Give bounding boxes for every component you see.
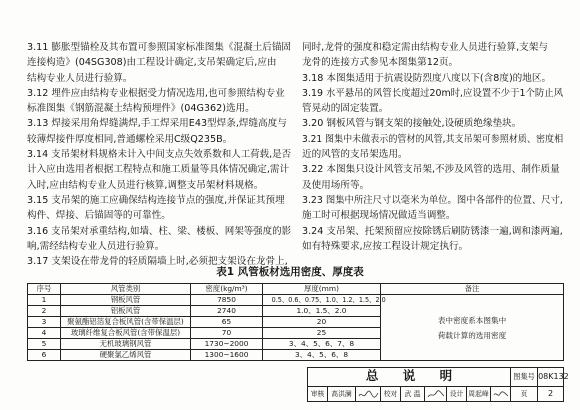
cell-thickness <box>263 317 381 328</box>
duct-material-table <box>27 283 564 361</box>
designer-name: 周起峰 <box>468 390 489 398</box>
cell-text: 2 <box>41 306 47 315</box>
note-3-13 <box>27 116 291 147</box>
note-3-17-continued <box>302 40 563 71</box>
cell-text: 5 <box>41 339 47 348</box>
cell-density <box>191 350 263 361</box>
cell-text: 硬聚氯乙烯风管 <box>99 350 152 359</box>
cell-text: 3、4、5、6、7、8 <box>288 339 355 348</box>
note-line: 3.17 支架设在带龙骨的轻质隔墙上时,必须把支架设在龙骨上, <box>27 256 288 268</box>
note-line: 3.21 图集中未做表示的管材的风管,其支吊架可参照材质、密度相 <box>302 133 564 145</box>
note-line: 近的风管的支吊架选用。 <box>302 149 408 161</box>
cell-duct-type <box>61 295 191 306</box>
cell-duct-type <box>61 317 191 328</box>
note-3-11 <box>27 40 291 86</box>
note-line: 计入应由选用者根据工程特点和施工质量等具体情况确定,需计 <box>27 164 290 176</box>
cell-no <box>28 328 61 339</box>
header-cell-duct-type <box>61 284 191 295</box>
cell-text: 钢板风管 <box>110 295 141 304</box>
atlas-number-label: 图集号 <box>513 372 535 381</box>
cell-density <box>191 317 263 328</box>
cell-thickness <box>263 328 381 339</box>
note-3-18 <box>302 71 563 86</box>
note-line: 施工时可根据现场情况做适当调整。 <box>302 210 456 222</box>
note-line: 同时,龙骨的强度和稳定需由结构专业人员进行验算,支架与 <box>302 42 548 53</box>
checker-name: 武 温 <box>404 390 421 398</box>
cell-duct-type <box>61 350 191 361</box>
check-label: 校对 <box>383 390 398 398</box>
table-title: 表1 风管板材选用密度、厚度表 <box>216 266 364 278</box>
note-line: 3.23 图集中所注尺寸以毫米为单位。图中各部件的位置、尺寸, <box>302 194 563 206</box>
sheet-title: 总 说 明 <box>365 368 463 383</box>
cell-thickness <box>263 295 386 306</box>
cell-text: 聚氨酯铝箔复合板风管(含带保温层) <box>67 317 184 326</box>
notes-right-column <box>302 40 563 254</box>
cell-text: 70 <box>221 328 232 337</box>
checker-signature <box>426 389 446 400</box>
design-label-cell <box>447 387 467 402</box>
review-label-cell <box>308 387 328 402</box>
note-3-14 <box>27 147 291 193</box>
header-label: 备注 <box>464 284 480 293</box>
cell-duct-type <box>61 339 191 350</box>
page-label-cell <box>511 387 538 402</box>
header-label: 序号 <box>36 284 52 293</box>
title-block <box>307 367 569 402</box>
cell-text: 玻璃纤维复合板风管(含带保温层) <box>70 328 181 337</box>
note-3-21 <box>302 132 563 163</box>
note-line: 3.12 埋件应由结构专业根据受力情况选用,也可参照结构专业 <box>27 87 285 99</box>
note-line: 3.22 本图集只设计风管支吊架,不涉及风管的选用、制作质量 <box>302 164 560 176</box>
cell-density <box>191 339 263 350</box>
note-line: 龙骨的连接方式参见本图集第12页。 <box>302 57 459 69</box>
atlas-number-cell <box>538 368 569 387</box>
note-3-24 <box>302 224 563 255</box>
cell-duct-type <box>61 328 191 339</box>
cell-text: 2740 <box>217 306 236 315</box>
designer-signature-cell <box>491 387 511 402</box>
designer-cell <box>467 387 491 402</box>
checker-cell <box>401 387 425 402</box>
reviewer-cell <box>328 387 356 402</box>
cell-duct-type <box>61 306 191 317</box>
cell-text: 25 <box>316 328 327 337</box>
cell-thickness <box>263 339 381 350</box>
design-label: 设计 <box>449 390 464 398</box>
note-line: 构件、焊接、后锚固等的可靠性。 <box>27 210 171 222</box>
remark-line: 荷载计算的选用密度 <box>437 330 507 340</box>
note-3-20 <box>302 116 563 131</box>
cell-text: 6 <box>41 350 47 359</box>
note-line: 入时,应由结构专业人员进行核算,调整支吊架材料规格。 <box>27 179 264 191</box>
header-cell-remark <box>381 284 564 295</box>
note-line: 3.18 本图集适用于抗震设防烈度八度以下(含8度)的地区。 <box>302 72 552 84</box>
note-line: 较薄焊接件厚度相同,普通螺栓采用C级Q235B。 <box>27 133 233 145</box>
checker-signature-cell <box>425 387 447 402</box>
page-label: 页 <box>520 390 528 398</box>
note-3-15 <box>27 193 291 224</box>
cell-text: 20 <box>316 317 327 326</box>
note-line: 响,需经结构专业人员进行验算。 <box>27 240 165 252</box>
cell-text: 1.0、1.5、2.0 <box>296 306 347 315</box>
page-number: 2 <box>548 389 554 398</box>
remark-cell <box>381 295 564 361</box>
note-line: 管晃动的固定装置。 <box>302 103 389 115</box>
cell-thickness <box>263 306 381 317</box>
cell-no <box>28 350 61 361</box>
note-line: 3.13 焊接采用角焊缝满焊,手工焊采用E43型焊条,焊缝高度与 <box>27 118 287 130</box>
note-line: 结构专业人员进行验算。 <box>27 72 133 84</box>
note-line: 标准图集《钢筋混凝土结构预埋件》(04G362)选用。 <box>27 103 255 115</box>
cell-no <box>28 317 61 328</box>
header-label: 风管类别 <box>110 284 141 293</box>
notes-left-column <box>27 40 291 269</box>
note-line: 及使用场所等。 <box>302 179 370 191</box>
cell-text: 65 <box>221 317 232 326</box>
table-header-row <box>28 284 564 295</box>
reviewer-signature-cell <box>356 387 381 402</box>
note-line: 3.15 支吊架的施工应确保结构连接节点的强度,并保证其预埋 <box>27 194 285 206</box>
reviewer-name: 高洪澜 <box>331 390 352 398</box>
cell-density <box>191 306 263 317</box>
cell-no <box>28 306 61 317</box>
note-3-23 <box>302 193 563 224</box>
cell-text: 无机玻璃钢风管 <box>99 339 152 348</box>
cell-text: 1 <box>41 295 47 304</box>
note-line: 3.20 钢板风管与钢支架的接触处,设硬质绝缘垫块。 <box>302 118 522 130</box>
note-3-12 <box>27 86 291 117</box>
reviewer-signature <box>357 389 379 400</box>
header-label: 厚度(mm) <box>304 284 339 293</box>
note-line: 3.19 水平悬吊的风管长度超过20m时,应设置不少于1个防止风 <box>302 87 564 99</box>
atlas-number: 08K132 <box>538 372 569 381</box>
cell-text: 7850 <box>217 295 236 304</box>
page-number-cell <box>538 387 564 402</box>
sheet-title-cell <box>308 368 511 387</box>
header-label: 密度(kg/m³) <box>205 284 248 293</box>
cell-text: 1730~2000 <box>204 339 249 348</box>
note-3-19 <box>302 86 563 117</box>
cell-text: 1300~1600 <box>204 350 249 359</box>
cell-density <box>191 328 263 339</box>
designer-signature <box>492 389 510 400</box>
title-block-bottom-row <box>308 387 564 402</box>
header-cell-no <box>28 284 61 295</box>
note-3-22 <box>302 162 563 193</box>
note-line: 如有特殊要求,应按工程设计规定执行。 <box>302 240 469 252</box>
table-row <box>28 295 564 306</box>
cell-text: 3 <box>41 317 47 326</box>
note-line: 3.16 支吊架对承重结构,如墙、柱、梁、楼板、网架等强度的影 <box>27 225 292 237</box>
cell-text: 0.5、0.6、0.75、1.0、1.2、1.5、2.0 <box>271 295 386 304</box>
cell-text: 3、4、5、6、8 <box>294 350 349 359</box>
title-block-top-row <box>308 368 564 387</box>
cell-no <box>28 295 61 306</box>
review-label: 审核 <box>310 390 325 398</box>
header-cell-density <box>191 284 263 295</box>
note-line: 连接构造》(04SG308)由工程设计确定,支吊架确定后,应由 <box>27 57 277 69</box>
cell-text: 铝板风管 <box>110 306 141 315</box>
header-cell-thickness <box>263 284 381 295</box>
cell-density <box>191 295 263 306</box>
note-line: 3.14 支吊架材料规格未计入中间支点失效系数和人工荷载,是否 <box>27 149 292 161</box>
cell-no <box>28 339 61 350</box>
remark-line: 表中密度系本图集中 <box>437 315 507 325</box>
check-label-cell <box>381 387 401 402</box>
cell-text: 4 <box>41 328 47 337</box>
note-3-16 <box>27 224 291 255</box>
note-line: 3.11 膨胀型锚栓及其布置可参照国家标准图集《混凝土后锚固 <box>27 42 292 53</box>
note-line: 3.24 支吊架、托架预留应按除锈后刷防锈漆一遍,调和漆两遍, <box>302 225 563 237</box>
atlas-number-label-cell <box>511 368 538 387</box>
cell-thickness <box>263 350 381 361</box>
